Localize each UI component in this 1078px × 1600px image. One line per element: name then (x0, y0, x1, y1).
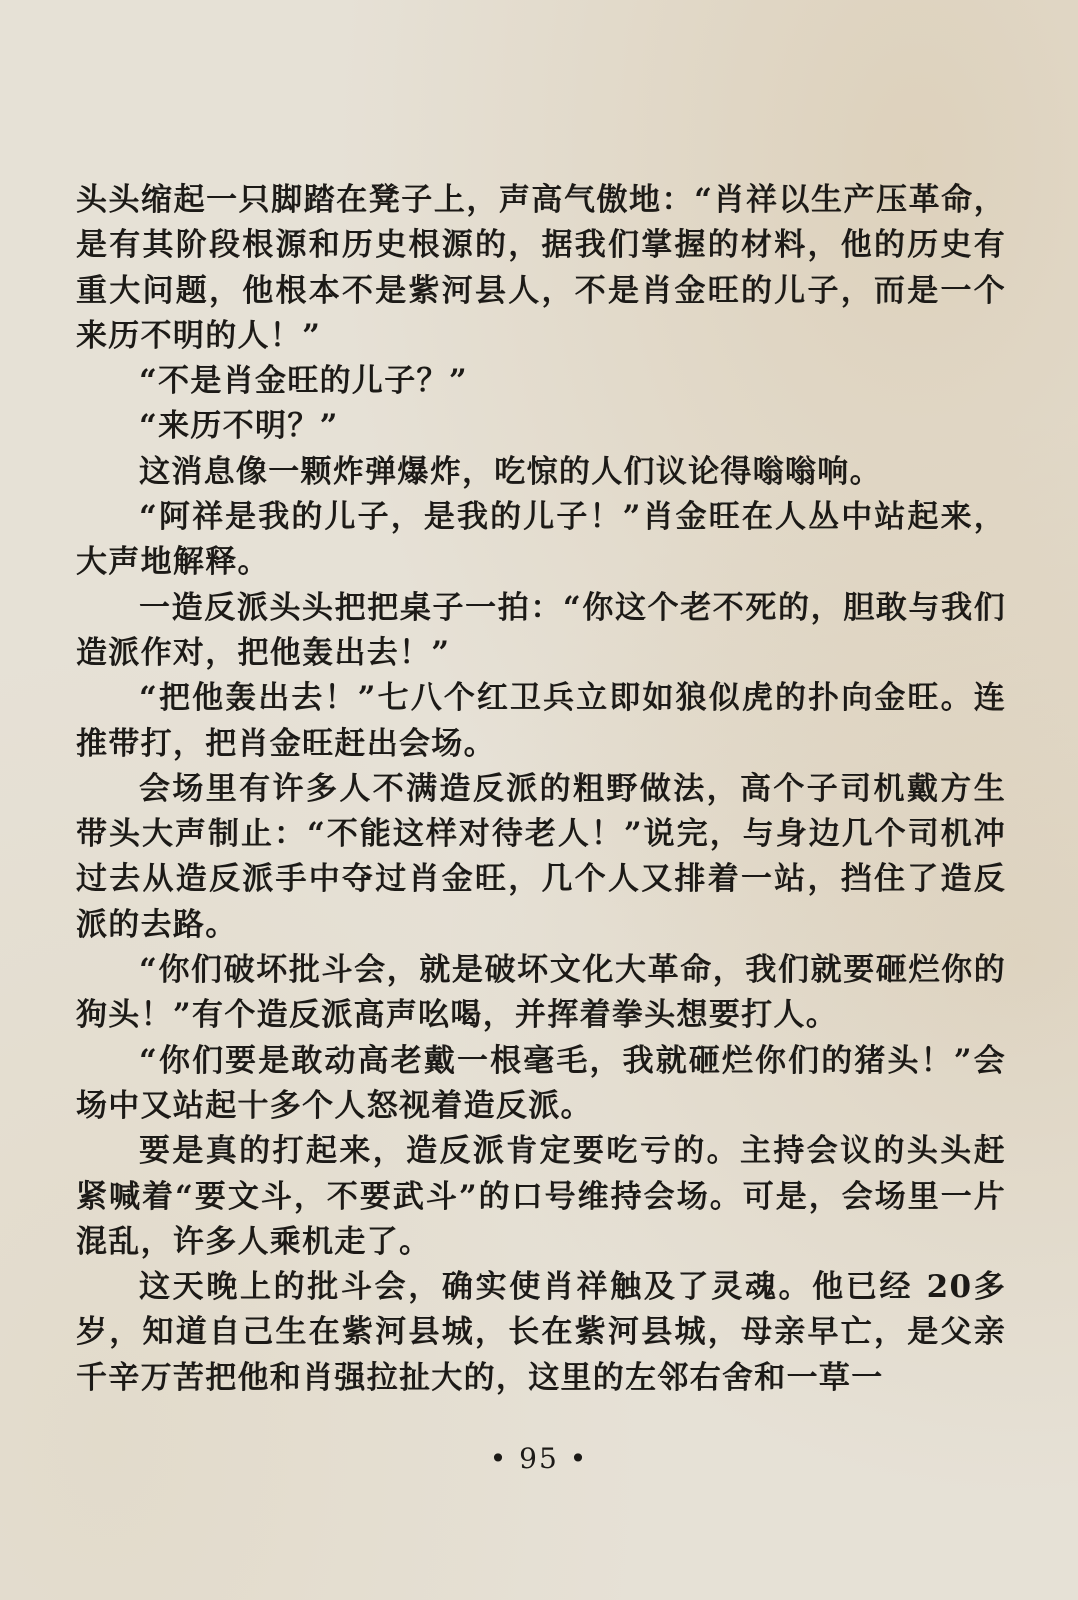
paragraph-4: 这消息像一颗炸弹爆炸，吃惊的人们议论得嗡嗡响。 (139, 453, 882, 490)
paragraph-3: “来历不明？” (139, 408, 339, 445)
paragraph-2: “不是肖金旺的儿子？” (139, 363, 468, 400)
page-number: • 95 • (489, 1442, 589, 1475)
paragraph-1: 头头缩起一只脚踏在凳子上，声高气傲地：“肖祥以生产压革命，是有其阶段根源和历史根源的，据我们掌握的材料，他的历史有重大问题，他根本不是紫河县人，不是肖金旺的儿子，而是一个来历不明的人！” (76, 182, 1006, 354)
body-text (76, 178, 1006, 1401)
paragraph-10: “你们要是敢动高老戴一根毫毛，我就砸烂你们的猪头！”会场中又站起十多个人怒视着造反派。 (76, 1042, 1006, 1124)
paragraph-12: 这天晚上的批斗会，确实使肖祥触及了灵魂。他已经 20多岁，知道自己生在紫河县城，长在紫河县城，母亲早亡，是父亲千辛万苦把他和肖强拉扯大的，这里的左邻右舍和一草一 (76, 1269, 1006, 1396)
paragraph-6: 一造反派头头把把桌子一拍：“你这个老不死的，胆敢与我们造派作对，把他轰出去！” (76, 589, 1006, 671)
paragraph-7: “把他轰出去！”七八个红卫兵立即如狼似虎的扑向金旺。连推带打，把肖金旺赶出会场。 (76, 680, 1006, 762)
paragraph-9: “你们破坏批斗会，就是破坏文化大革命，我们就要砸烂你的狗头！”有个造反派高声吆喝，并挥着拳头想要打人。 (76, 952, 1006, 1034)
paragraph-5: “阿祥是我的儿子，是我的儿子！”肖金旺在人丛中站起来，大声地解释。 (76, 499, 1006, 581)
paragraph-8: 会场里有许多人不满造反派的粗野做法，高个子司机戴方生带头大声制止：“不能这样对待老人！”说完，与身边几个司机冲过去从造反派手中夺过肖金旺，几个人又排着一站，挡住了造反派的去路。 (76, 770, 1006, 943)
paragraph-11: 要是真的打起来，造反派肯定要吃亏的。主持会议的头头赶紧喊着“要文斗，不要武斗”的口号维持会场。可是，会场里一片混乱，许多人乘机走了。 (76, 1133, 1006, 1260)
